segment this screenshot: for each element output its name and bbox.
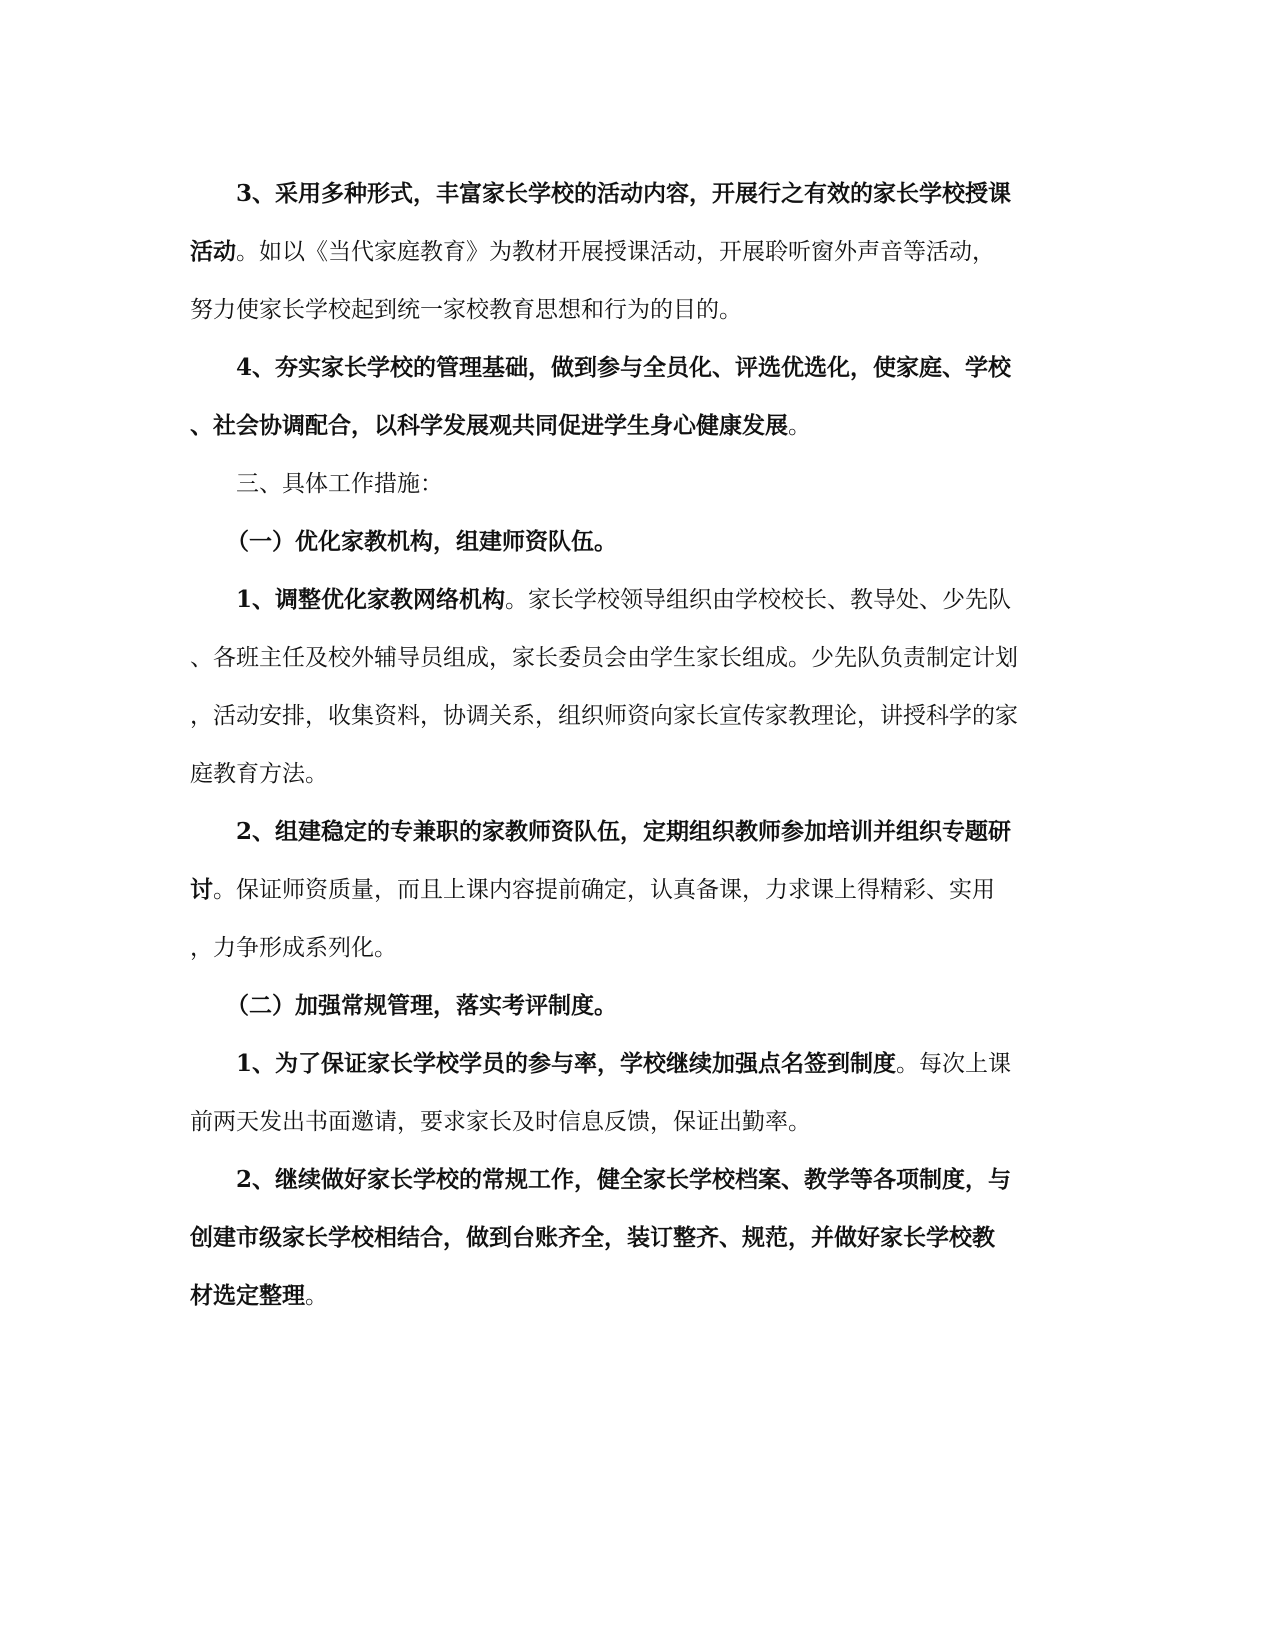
- text-line: 2、继续做好家长学校的常规工作，健全家长学校档案、教学等各项制度，与: [236, 1166, 1012, 1193]
- text-bold-run: 1、为了保证家长学校学员的参与率，学校继续加强点名签到制度: [236, 1050, 897, 1077]
- text-bold-run: 材选定整理: [190, 1282, 305, 1309]
- paragraph-1-network: [190, 571, 1090, 803]
- subsection-heading-1: [190, 513, 1090, 571]
- text-run: 。: [305, 1283, 328, 1309]
- text-line: ，力争形成系列化。: [190, 935, 397, 961]
- text-line: ，活动安排，收集资料，协调关系，组织师资向家长宣传家教理论，讲授科学的家: [190, 703, 1018, 729]
- paragraph-2-routine-work: [190, 1151, 1090, 1325]
- text-line: [190, 1267, 1090, 1325]
- document-body: [190, 165, 1090, 1325]
- section-heading-measures: [190, 455, 1090, 513]
- section-title: 三、具体工作措施：: [236, 471, 443, 497]
- text-run: 。如以《当代家庭教育》为教材开展授课活动，开展聆听窗外声音等活动，: [236, 239, 995, 265]
- text-run: 。: [788, 413, 811, 439]
- paragraph-4-management: [190, 339, 1090, 455]
- text-line: 创建市级家长学校相结合，做到台账齐全，装订整齐、规范，并做好家长学校教: [190, 1224, 995, 1251]
- text-line: [190, 223, 1090, 281]
- text-line: [190, 1035, 1090, 1093]
- subsection-title: （一）优化家教机构，组建师资队伍。: [226, 528, 617, 555]
- text-line: 4、夯实家长学校的管理基础，做到参与全员化、评选优选化，使家庭、学校: [236, 354, 1012, 381]
- text-run: 。保证师资质量，而且上课内容提前确定，认真备课，力求课上得精彩、实用: [213, 877, 995, 903]
- text-line: 庭教育方法。: [190, 761, 328, 787]
- text-line: 努力使家长学校起到统一家校教育思想和行为的目的。: [190, 297, 742, 323]
- paragraph-1-attendance: [190, 1035, 1090, 1151]
- text-line: 3、采用多种形式，丰富家长学校的活动内容，开展行之有效的家长学校授课: [236, 180, 1012, 207]
- text-bold-run: 1、调整优化家教网络机构: [236, 586, 506, 613]
- text-line: [190, 861, 1090, 919]
- text-bold-run: 讨: [190, 876, 213, 903]
- text-run: 。每次上课: [896, 1051, 1012, 1077]
- text-line: [190, 571, 1090, 629]
- text-line: [190, 397, 1090, 455]
- text-line: 2、组建稳定的专兼职的家教师资队伍，定期组织教师参加培训并组织专题研: [236, 818, 1012, 845]
- text-bold-run: 活动: [190, 238, 236, 265]
- text-line: 前两天发出书面邀请，要求家长及时信息反馈，保证出勤率。: [190, 1109, 811, 1135]
- paragraph-2-teachers: [190, 803, 1090, 977]
- subsection-title: （二）加强常规管理，落实考评制度。: [226, 992, 617, 1019]
- paragraph-3-activities: [190, 165, 1090, 339]
- subsection-heading-2: [190, 977, 1090, 1035]
- text-bold-run: 、社会协调配合，以科学发展观共同促进学生身心健康发展: [190, 412, 788, 439]
- text-run: 。家长学校领导组织由学校校长、教导处、少先队: [505, 587, 1012, 613]
- text-line: 、各班主任及校外辅导员组成，家长委员会由学生家长组成。少先队负责制定计划: [190, 645, 1018, 671]
